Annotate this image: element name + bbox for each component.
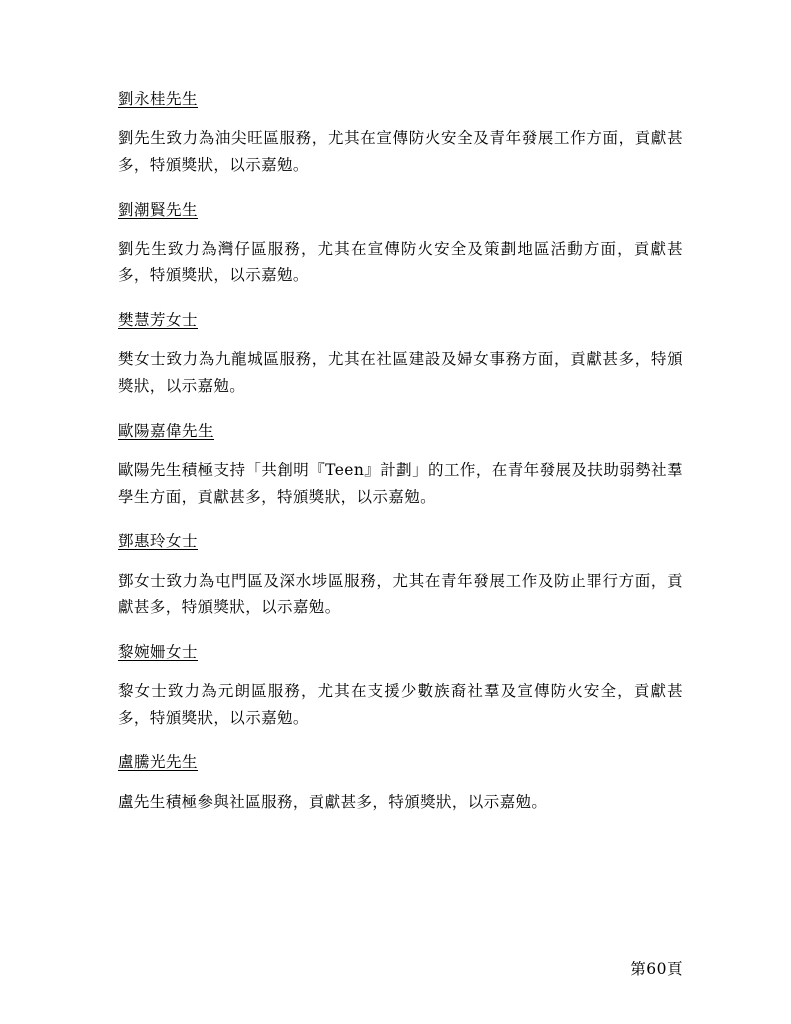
award-entry <box>118 420 683 511</box>
honoree-citation: 鄧女士致力為屯門區及深水埗區服務，尤其在青年發展工作及防止罪行方面，貢獻甚多，特頒獎狀，以示嘉勉。 <box>118 571 683 617</box>
award-entry <box>118 530 683 621</box>
honoree-citation: 歐陽先生積極支持「共創明『Teen』計劃」的工作，在青年發展及扶助弱勢社羣學生方面，貢獻甚多，特頒獎狀，以示嘉勉。 <box>118 460 683 506</box>
honoree-name: 鄧惠玲女士 <box>118 532 199 551</box>
honoree-name: 盧騰光先生 <box>118 753 199 772</box>
award-entry <box>118 199 683 290</box>
award-entry <box>118 751 683 815</box>
award-entry <box>118 641 683 732</box>
honoree-name: 歐陽嘉偉先生 <box>118 421 215 440</box>
page-number: 第60頁 <box>630 960 683 978</box>
honoree-name: 黎婉姍女士 <box>118 642 199 661</box>
honoree-citation: 劉先生致力為灣仔區服務，尤其在宣傳防火安全及策劃地區活動方面，貢獻甚多，特頒獎狀，以示嘉勉。 <box>118 239 683 285</box>
document-body <box>118 88 683 835</box>
honoree-name: 樊慧芳女士 <box>118 311 199 330</box>
honoree-citation: 劉先生致力為油尖旺區服務，尤其在宣傳防火安全及青年發展工作方面，貢獻甚多，特頒獎狀，以示嘉勉。 <box>118 129 683 174</box>
honoree-citation: 樊女士致力為九龍城區服務，尤其在社區建設及婦女事務方面，貢獻甚多，特頒獎狀，以示嘉勉。 <box>118 350 683 396</box>
award-entry <box>118 88 683 179</box>
honoree-name: 劉潮賢先生 <box>118 200 199 219</box>
honoree-citation: 盧先生積極參與社區服務，貢獻甚多，特頒獎狀，以示嘉勉。 <box>118 792 548 811</box>
award-entry <box>118 309 683 400</box>
honoree-citation: 黎女士致力為元朗區服務，尤其在支援少數族裔社羣及宣傳防火安全，貢獻甚多，特頒獎狀，以示嘉勉。 <box>118 682 683 727</box>
honoree-name: 劉永桂先生 <box>118 90 199 108</box>
